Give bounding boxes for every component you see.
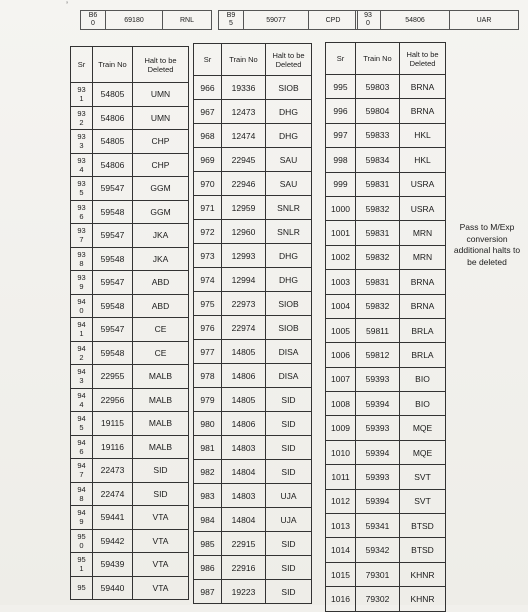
header-mark: ’: [66, 0, 68, 10]
train-no-cell: 22474: [93, 482, 133, 506]
halt-cell: SID: [266, 532, 312, 556]
sr-cell: 1001: [326, 221, 356, 245]
sr-cell: 995: [326, 75, 356, 99]
sr-cell: 967: [194, 100, 222, 124]
table-row: [326, 343, 446, 367]
sr-cell: 985: [194, 532, 222, 556]
train-no-cell: 14804: [222, 508, 266, 532]
sr-cell: 1009: [326, 416, 356, 440]
train-no-cell: 59442: [93, 529, 133, 553]
halt-cell: VTA: [133, 506, 189, 530]
train-no-cell: 59832: [356, 196, 400, 220]
train-no-cell: 12993: [222, 244, 266, 268]
table-row: [194, 532, 312, 556]
table-row: [326, 196, 446, 220]
table-row: [194, 76, 312, 100]
table-row: [194, 436, 312, 460]
sr-cell: 984: [194, 508, 222, 532]
train-no-cell: 59832: [356, 245, 400, 269]
sr-cell: 1012: [326, 489, 356, 513]
table-row: [326, 123, 446, 147]
train-no-cell: 59439: [93, 553, 133, 577]
table-row: [326, 489, 446, 513]
train-no-cell: 14804: [222, 460, 266, 484]
sr-cell: 94 5: [71, 412, 93, 436]
sr-cell: 969: [194, 148, 222, 172]
sr-cell: 987: [194, 580, 222, 604]
train-no-cell: 19336: [222, 76, 266, 100]
conversion-note: Pass to M/Exp conversion additional halts to be deleted: [453, 222, 521, 267]
sr-cell: 93 4: [71, 153, 93, 177]
halt-cell: MALB: [133, 365, 189, 389]
table-row: [71, 459, 189, 483]
table-row: [71, 388, 189, 412]
table-row: [326, 562, 446, 586]
train-no-cell: 59548: [93, 200, 133, 224]
train-no-cell: 59804: [356, 99, 400, 123]
train-no-cell: 22956: [93, 388, 133, 412]
sr-cell: 971: [194, 196, 222, 220]
train-no-cell: 59441: [93, 506, 133, 530]
strip-halt: RNL: [179, 16, 194, 24]
halt-cell: SVT: [400, 489, 446, 513]
halt-cell: ABD: [133, 271, 189, 295]
strip-train-no: 54806: [381, 11, 450, 29]
table-row: [71, 365, 189, 389]
header-train-no: Train No: [356, 43, 400, 75]
sr-cell: 95 1: [71, 553, 93, 577]
halt-cell: USRA: [400, 172, 446, 196]
halt-cell: JKA: [133, 247, 189, 271]
train-no-cell: 12474: [222, 124, 266, 148]
train-no-cell: 79302: [356, 587, 400, 611]
halt-cell: SID: [266, 556, 312, 580]
table-row: [326, 75, 446, 99]
sr-cell: 93 1: [71, 83, 93, 107]
train-no-cell: 59394: [356, 392, 400, 416]
table-row: [326, 440, 446, 464]
halt-cell: VTA: [133, 553, 189, 577]
train-no-cell: 12994: [222, 268, 266, 292]
train-no-cell: 54806: [93, 106, 133, 130]
table-row: [326, 538, 446, 562]
halt-cell: MRN: [400, 245, 446, 269]
halt-cell: DHG: [266, 268, 312, 292]
sr-cell: 966: [194, 76, 222, 100]
table-row: [194, 244, 312, 268]
halt-cell: BTSD: [400, 538, 446, 562]
table-row: [326, 172, 446, 196]
top-strip-row: [80, 10, 212, 30]
table-row: [71, 529, 189, 553]
top-strip-row: [218, 10, 358, 30]
header-halt-to-be-deleted: Halt to be Deleted: [400, 43, 446, 75]
table-row: [71, 153, 189, 177]
train-no-cell: 59834: [356, 148, 400, 172]
train-no-cell: 59833: [356, 123, 400, 147]
sr-cell: 996: [326, 99, 356, 123]
table-row: [71, 177, 189, 201]
sr-cell: 997: [326, 123, 356, 147]
halt-cell: SIOB: [266, 292, 312, 316]
halt-cell: SVT: [400, 465, 446, 489]
halt-cell: SID: [133, 482, 189, 506]
table-row: [326, 294, 446, 318]
train-no-cell: 19115: [93, 412, 133, 436]
train-no-cell: 22916: [222, 556, 266, 580]
table-row: [71, 576, 189, 600]
sr-cell: 94 6: [71, 435, 93, 459]
halt-cell: BIO: [400, 367, 446, 391]
table-row: [194, 124, 312, 148]
halt-cell: BTSD: [400, 514, 446, 538]
sr-cell: 94 8: [71, 482, 93, 506]
halt-cell: BRLA: [400, 318, 446, 342]
halt-cell: ABD: [133, 294, 189, 318]
train-no-cell: 19116: [93, 435, 133, 459]
table-row: [194, 148, 312, 172]
table-row: [326, 367, 446, 391]
table-row: [194, 388, 312, 412]
halt-cell: VTA: [133, 529, 189, 553]
sr-cell: 94 9: [71, 506, 93, 530]
sr-cell: 970: [194, 172, 222, 196]
sr-cell: 94 7: [71, 459, 93, 483]
table-row: [71, 247, 189, 271]
table-row: [71, 435, 189, 459]
train-no-cell: 14803: [222, 484, 266, 508]
halt-cell: HKL: [400, 123, 446, 147]
train-no-cell: 54805: [93, 83, 133, 107]
table-row: [71, 482, 189, 506]
table-row: [194, 484, 312, 508]
table-row: [71, 294, 189, 318]
header-halt-to-be-deleted: Halt to be Deleted: [133, 47, 189, 83]
train-no-cell: 59393: [356, 465, 400, 489]
table-row: [326, 416, 446, 440]
sr-cell: 1007: [326, 367, 356, 391]
halt-cell: UMN: [133, 83, 189, 107]
table-row: [326, 318, 446, 342]
sr-cell: 972: [194, 220, 222, 244]
table-row: [194, 364, 312, 388]
table-row: [71, 83, 189, 107]
header-train-no: Train No: [222, 44, 266, 76]
table-row: [194, 460, 312, 484]
header-train-no: Train No: [93, 47, 133, 83]
train-no-cell: 12959: [222, 196, 266, 220]
table-row: [194, 340, 312, 364]
train-no-cell: 19223: [222, 580, 266, 604]
halts-table-3: [325, 42, 446, 612]
strip-sr: B9 5: [219, 11, 244, 29]
train-no-cell: 59341: [356, 514, 400, 538]
sr-cell: 979: [194, 388, 222, 412]
halt-cell: MRN: [400, 221, 446, 245]
train-no-cell: 79301: [356, 562, 400, 586]
halt-cell: SNLR: [266, 196, 312, 220]
table-row: [71, 106, 189, 130]
halt-cell: DHG: [266, 100, 312, 124]
sr-cell: 1014: [326, 538, 356, 562]
sr-cell: 93 5: [71, 177, 93, 201]
train-no-cell: 59548: [93, 294, 133, 318]
sr-cell: 1005: [326, 318, 356, 342]
halt-cell: DISA: [266, 364, 312, 388]
sr-cell: 1002: [326, 245, 356, 269]
sr-cell: 977: [194, 340, 222, 364]
train-no-cell: 59393: [356, 367, 400, 391]
train-no-cell: 59547: [93, 177, 133, 201]
sr-cell: 1004: [326, 294, 356, 318]
halt-cell: JKA: [133, 224, 189, 248]
halt-cell: USRA: [400, 196, 446, 220]
header-halt-to-be-deleted: Halt to be Deleted: [266, 44, 312, 76]
top-strip-row: [355, 10, 519, 30]
train-no-cell: 22974: [222, 316, 266, 340]
train-no-cell: 59547: [93, 318, 133, 342]
table-row: [71, 130, 189, 154]
train-no-cell: 54805: [93, 130, 133, 154]
train-no-cell: 14805: [222, 388, 266, 412]
sr-cell: 1010: [326, 440, 356, 464]
table-row: [194, 100, 312, 124]
strip-train-no: 69180: [106, 11, 163, 29]
table-row: [194, 556, 312, 580]
halt-cell: DISA: [266, 340, 312, 364]
halt-cell: UMN: [133, 106, 189, 130]
table-row: [194, 292, 312, 316]
train-no-cell: 54806: [93, 153, 133, 177]
halt-cell: SID: [133, 459, 189, 483]
halt-cell: BRLA: [400, 343, 446, 367]
table-row: [194, 268, 312, 292]
table-row: [326, 245, 446, 269]
sr-cell: 982: [194, 460, 222, 484]
halt-cell: CHP: [133, 153, 189, 177]
sr-cell: 95: [71, 576, 93, 600]
halt-cell: DHG: [266, 124, 312, 148]
sr-cell: 94 1: [71, 318, 93, 342]
table-row: [71, 224, 189, 248]
train-no-cell: 59548: [93, 247, 133, 271]
sr-cell: 974: [194, 268, 222, 292]
header-sr: Sr: [71, 47, 93, 83]
train-no-cell: 59831: [356, 270, 400, 294]
halt-cell: KHNR: [400, 587, 446, 611]
sr-cell: 976: [194, 316, 222, 340]
halt-cell: KHNR: [400, 562, 446, 586]
table-row: [194, 316, 312, 340]
halt-cell: SAU: [266, 148, 312, 172]
halt-cell: CE: [133, 318, 189, 342]
sr-cell: 94 2: [71, 341, 93, 365]
halt-cell: UJA: [266, 508, 312, 532]
train-no-cell: 59394: [356, 440, 400, 464]
halt-cell: BRNA: [400, 294, 446, 318]
sr-cell: 94 4: [71, 388, 93, 412]
train-no-cell: 59803: [356, 75, 400, 99]
train-no-cell: 59812: [356, 343, 400, 367]
train-no-cell: 12960: [222, 220, 266, 244]
sr-cell: 93 8: [71, 247, 93, 271]
train-no-cell: 59831: [356, 172, 400, 196]
halt-cell: BRNA: [400, 75, 446, 99]
halt-cell: SNLR: [266, 220, 312, 244]
train-no-cell: 14806: [222, 364, 266, 388]
halts-table-2: [193, 43, 312, 604]
halts-table-1: [70, 46, 189, 600]
table-row: [326, 465, 446, 489]
train-no-cell: 59394: [356, 489, 400, 513]
strip-sr: 93 0: [356, 11, 381, 29]
train-no-cell: 59440: [93, 576, 133, 600]
halt-cell: SIOB: [266, 76, 312, 100]
sr-cell: 1011: [326, 465, 356, 489]
sr-cell: 95 0: [71, 529, 93, 553]
sr-cell: 1013: [326, 514, 356, 538]
halt-cell: SAU: [266, 172, 312, 196]
strip-halt: CPD: [325, 16, 341, 24]
sr-cell: 1000: [326, 196, 356, 220]
halt-cell: GGM: [133, 177, 189, 201]
train-no-cell: 12473: [222, 100, 266, 124]
halt-cell: UJA: [266, 484, 312, 508]
halt-cell: HKL: [400, 148, 446, 172]
sr-cell: 1006: [326, 343, 356, 367]
table-row: [71, 318, 189, 342]
sr-cell: 93 2: [71, 106, 93, 130]
train-no-cell: 59393: [356, 416, 400, 440]
sr-cell: 93 3: [71, 130, 93, 154]
halt-cell: SID: [266, 412, 312, 436]
table-row: [71, 271, 189, 295]
table-row: [194, 412, 312, 436]
sr-cell: 983: [194, 484, 222, 508]
halt-cell: GGM: [133, 200, 189, 224]
table-row: [71, 506, 189, 530]
table-row: [71, 412, 189, 436]
table-row: [71, 341, 189, 365]
table-row: [194, 580, 312, 604]
strip-train-no: 59077: [244, 11, 309, 29]
halt-cell: SIOB: [266, 316, 312, 340]
table-row: [326, 99, 446, 123]
table-row: [326, 587, 446, 611]
train-no-cell: 22946: [222, 172, 266, 196]
train-no-cell: 22945: [222, 148, 266, 172]
sr-cell: 93 7: [71, 224, 93, 248]
halt-cell: CE: [133, 341, 189, 365]
sr-cell: 978: [194, 364, 222, 388]
sr-cell: 94 3: [71, 365, 93, 389]
sr-cell: 1008: [326, 392, 356, 416]
halt-cell: CHP: [133, 130, 189, 154]
train-no-cell: 59547: [93, 224, 133, 248]
table-row: [326, 392, 446, 416]
halt-cell: BRNA: [400, 270, 446, 294]
header-sr: Sr: [194, 44, 222, 76]
table-row: [194, 172, 312, 196]
sr-cell: 1015: [326, 562, 356, 586]
train-no-cell: 59548: [93, 341, 133, 365]
sr-cell: 980: [194, 412, 222, 436]
halt-cell: SID: [266, 388, 312, 412]
halt-cell: MQE: [400, 440, 446, 464]
sr-cell: 94 0: [71, 294, 93, 318]
train-no-cell: 59547: [93, 271, 133, 295]
halt-cell: DHG: [266, 244, 312, 268]
sr-cell: 973: [194, 244, 222, 268]
table-row: [71, 553, 189, 577]
table-row: [326, 148, 446, 172]
train-no-cell: 59831: [356, 221, 400, 245]
table-row: [194, 196, 312, 220]
train-no-cell: 22915: [222, 532, 266, 556]
sr-cell: 999: [326, 172, 356, 196]
table-row: [326, 221, 446, 245]
sr-cell: 998: [326, 148, 356, 172]
sr-cell: 1003: [326, 270, 356, 294]
sr-cell: 1016: [326, 587, 356, 611]
table-row: [326, 270, 446, 294]
strip-sr: B6 0: [81, 11, 106, 29]
halt-cell: MALB: [133, 388, 189, 412]
halt-cell: SID: [266, 436, 312, 460]
halt-cell: BIO: [400, 392, 446, 416]
train-no-cell: 14806: [222, 412, 266, 436]
strip-halt: UAR: [476, 16, 492, 24]
table-row: [194, 508, 312, 532]
halt-cell: MALB: [133, 412, 189, 436]
halt-cell: MALB: [133, 435, 189, 459]
sr-cell: 93 6: [71, 200, 93, 224]
halt-cell: SID: [266, 580, 312, 604]
halt-cell: VTA: [133, 576, 189, 600]
halt-cell: BRNA: [400, 99, 446, 123]
sr-cell: 975: [194, 292, 222, 316]
train-no-cell: 59811: [356, 318, 400, 342]
train-no-cell: 59342: [356, 538, 400, 562]
sr-cell: 93 9: [71, 271, 93, 295]
table-row: [71, 200, 189, 224]
header-sr: Sr: [326, 43, 356, 75]
table-row: [326, 514, 446, 538]
train-no-cell: 22473: [93, 459, 133, 483]
train-no-cell: 59832: [356, 294, 400, 318]
sr-cell: 986: [194, 556, 222, 580]
table-row: [194, 220, 312, 244]
train-no-cell: 14805: [222, 340, 266, 364]
train-no-cell: 22973: [222, 292, 266, 316]
train-no-cell: 22955: [93, 365, 133, 389]
sr-cell: 981: [194, 436, 222, 460]
halt-cell: SID: [266, 460, 312, 484]
halt-cell: MQE: [400, 416, 446, 440]
train-no-cell: 14803: [222, 436, 266, 460]
sr-cell: 968: [194, 124, 222, 148]
